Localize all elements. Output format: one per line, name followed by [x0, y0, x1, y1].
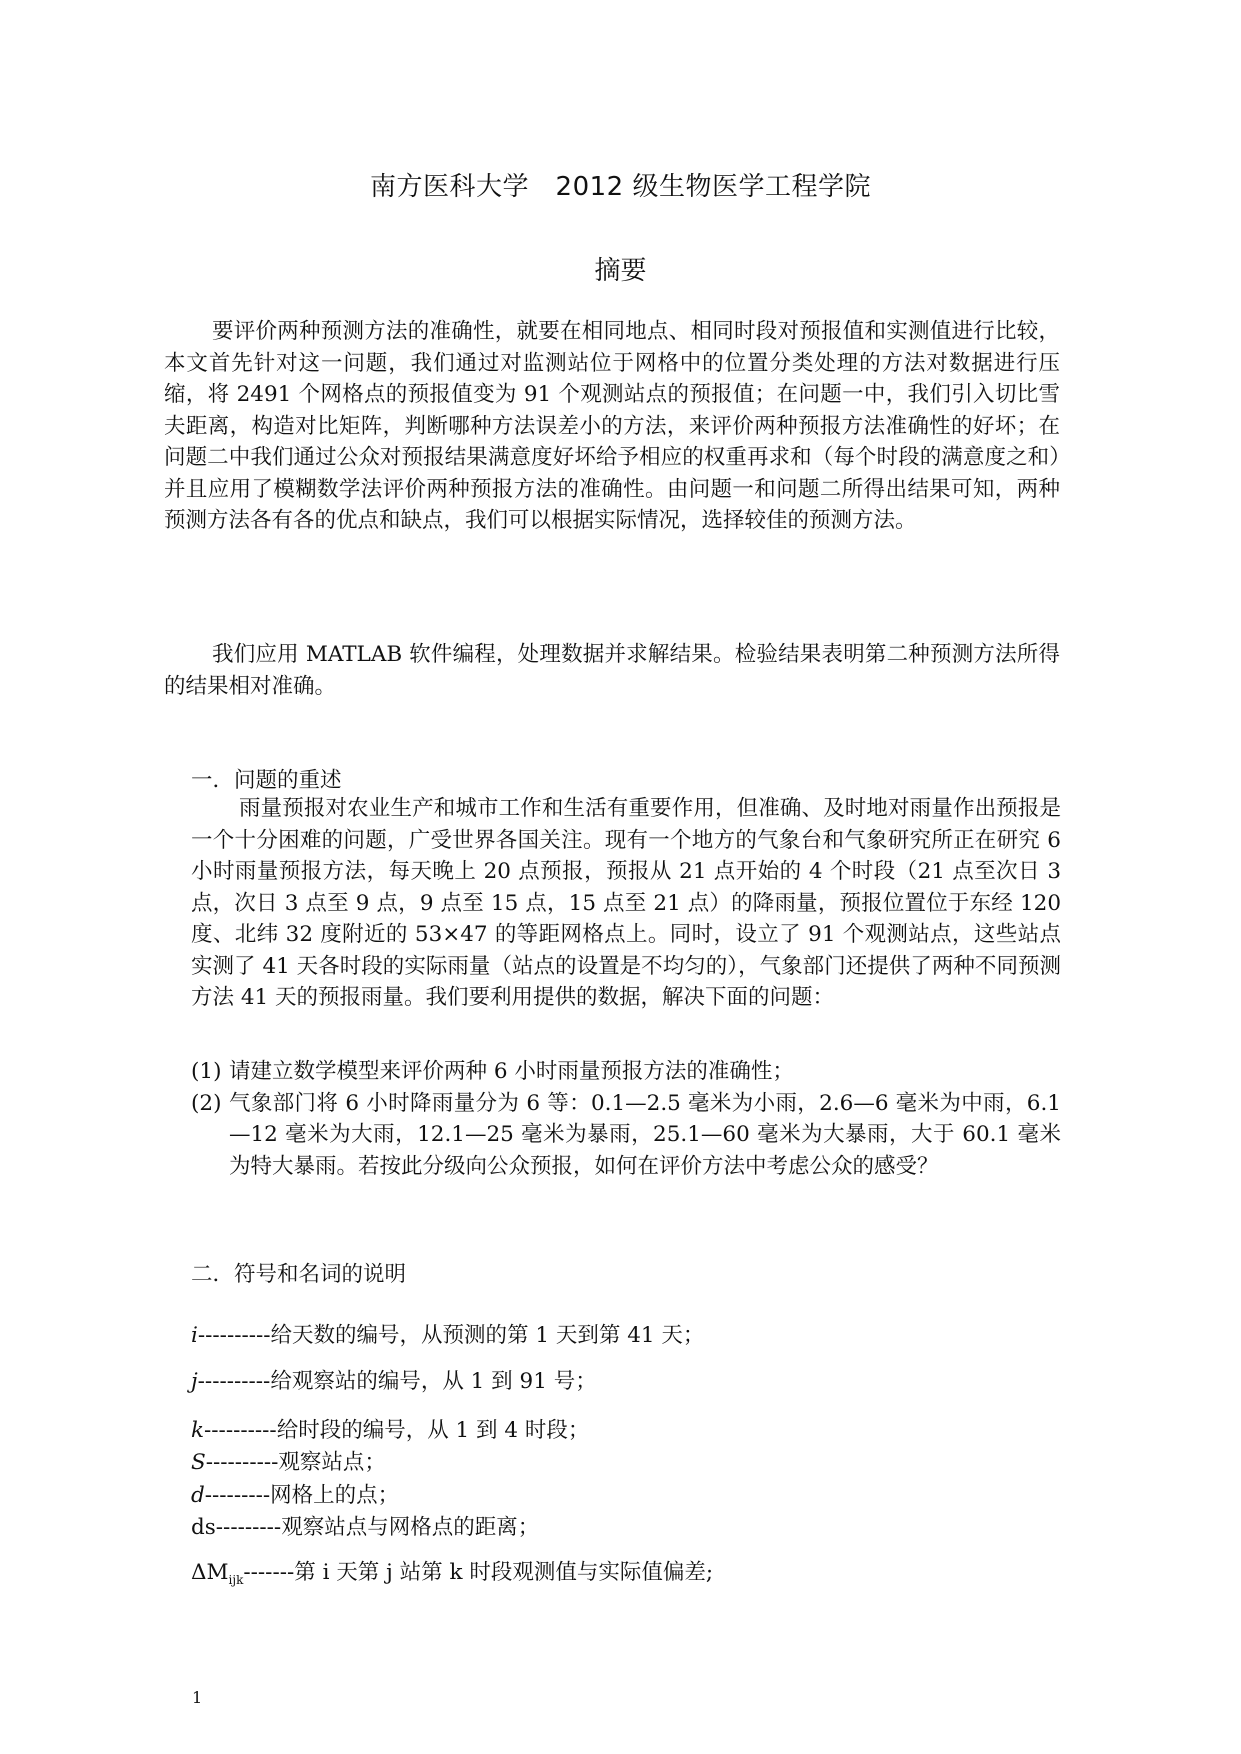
symbol-description: 观察站点与网格点的距离； [281, 1515, 540, 1540]
document-title: 南方医科大学 2012 级生物医学工程学院 [370, 172, 871, 202]
abstract-paragraph-2: 我们应用 MATLAB 软件编程，处理数据并求解结果。检验结果表明第二种预测方法所得的结果相对准确。 [164, 642, 1060, 699]
list-item [191, 1056, 1061, 1088]
symbol-description: 网格上的点； [270, 1483, 400, 1508]
question-list [191, 1056, 1061, 1182]
list-item-text: 气象部门将 6 小时降雨量分为 6 等：0.1—2.5 毫米为小雨，2.6—6 毫米为中雨，6.1—12 毫米为大雨，12.1—25 毫米为暴雨，25.1—60 毫米为大暴雨，大于 60.1 毫米为特大暴雨。若按此分级向公众预报，如何在评价方法中考虑公众的感受？ [229, 1090, 1061, 1179]
symbol-dash: ---------- [205, 1450, 279, 1475]
abstract-heading: 摘要 [594, 256, 647, 286]
list-item-text: 请建立数学模型来评价两种 6 小时雨量预报方法的准确性； [229, 1059, 794, 1084]
symbol-definition [191, 1555, 713, 1587]
list-item-number: (2) [191, 1090, 222, 1116]
symbol-name: ds [191, 1515, 216, 1540]
symbol-dash: ---------- [197, 1369, 271, 1394]
symbol-dash: ---------- [197, 1323, 271, 1348]
symbol-description: 给天数的编号，从预测的第 1 天到第 41 天； [270, 1323, 705, 1348]
symbol-subscript: ijk [228, 1573, 244, 1587]
symbol-dash: ---------- [204, 1418, 277, 1443]
section-2-heading: 二．符号和名词的说明 [191, 1262, 407, 1287]
page-number: 1 [192, 1688, 203, 1707]
symbol-name: j [191, 1369, 198, 1394]
abstract-paragraph-1: 要评价两种预测方法的准确性，就要在相同地点、相同时段对预报值和实测值进行比较，本文首先针对这一问题，我们通过对监测站位于网格中的位置分类处理的方法对数据进行压缩，将 2491 个网格点的预报值变为 91 个观测站点的预报值；在问题一中，我们引入切比雪夫距离，构造对比矩阵，判断哪种方法误差小的方法，来评价两种预报方法准确性的好坏；在问题二中我们通过公众对预报结果满意度好坏给予相应的权重再求和（每个时段的满意度之和）并且应用了模糊数学法评价两种预报方法的准确性。由问题一和问题二所得出结果可知，两种预测方法各有各的优点和缺点，我们可以根据实际情况，选择较佳的预测方法。 [164, 319, 1060, 533]
symbol-name: ΔM [191, 1560, 229, 1585]
symbol-definition [191, 1413, 589, 1444]
section-1-heading: 一．问题的重述 [191, 768, 342, 793]
symbol-dash: --------- [204, 1483, 271, 1508]
symbol-name: k [191, 1418, 205, 1443]
symbol-definition [191, 1318, 704, 1349]
symbol-name: d [191, 1483, 205, 1508]
symbol-description: 给时段的编号，从 1 到 4 时段； [276, 1418, 590, 1443]
section-1-paragraph: 雨量预报对农业生产和城市工作和生活有重要作用，但准确、及时地对雨量作出预报是一个十分困难的问题，广受世界各国关注。现有一个地方的气象台和气象研究所正在研究 6 小时雨量预报方法，每天晚上 20 点预报，预报从 21 点开始的 4 个时段（21 点至次日 3 点，次日 3 点至 9 点，9 点至 15 点，15 点至 21 点）的降雨量，预报位置位于东经 120 度、北纬 32 度附近的 53×47 的等距网格点上。同时，设立了 91 个观测站点，这些站点实测了 41 天各时段的实际雨量（站点的设置是不均匀的），气象部门还提供了两种不同预测方法 41 天的预报雨量。我们要利用提供的数据，解决下面的问题： [191, 796, 1061, 1010]
symbol-definition [191, 1445, 386, 1476]
list-item-number: (1) [191, 1059, 222, 1084]
symbol-description: 第 i 天第 j 站第 k 时段观测值与实际值偏差; [294, 1560, 714, 1585]
symbol-dash: --------- [215, 1515, 282, 1540]
symbol-name: S [191, 1450, 206, 1475]
symbol-definition [191, 1364, 597, 1395]
list-item [191, 1088, 1061, 1183]
symbol-dash: ------- [243, 1560, 295, 1585]
symbol-definition [191, 1510, 539, 1541]
symbol-description: 给观察站的编号，从 1 到 91 号； [270, 1369, 597, 1394]
symbol-definition [191, 1478, 399, 1509]
symbol-description: 观察站点； [278, 1450, 386, 1475]
symbol-name: i [191, 1323, 198, 1348]
